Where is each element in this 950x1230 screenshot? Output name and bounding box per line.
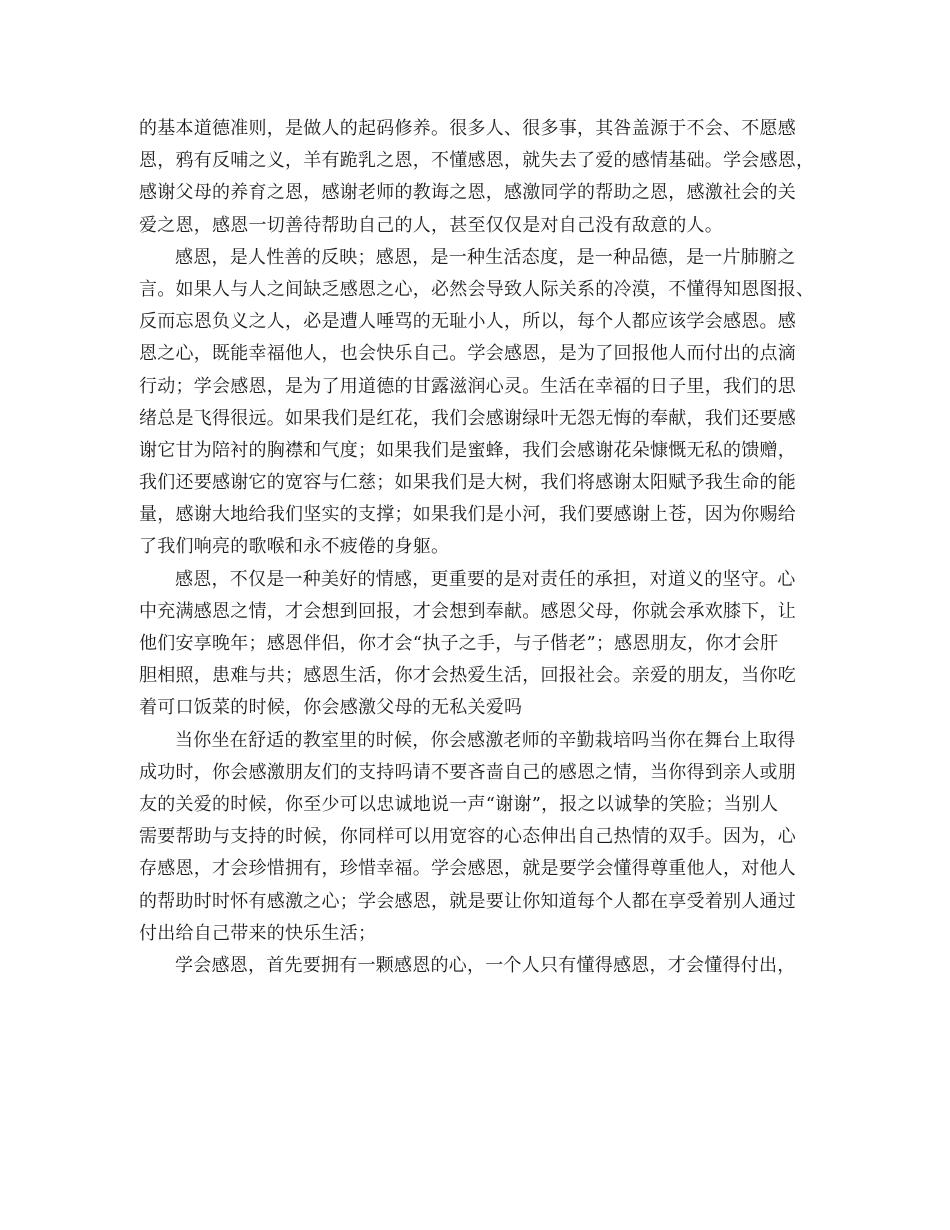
text-line: 行动；学会感恩，是为了用道德的甘露滋润心灵。生活在幸福的日子里，我们的思 [139, 375, 796, 397]
text-line: 言。如果人与人之间缺乏感恩之心，必然会导致人际关系的冷漠，不懂得知恩图报、 [139, 278, 815, 300]
paragraph-first-line: 当你坐在舒适的教室里的时候，你会感激老师的辛勤栽培吗当你在舞台上取得 [175, 729, 796, 751]
text-line: 爱之恩，感恩一切善待帮助自己的人，甚至仅仅是对自己没有敌意的人。 [139, 214, 723, 236]
text-line: 量，感谢大地给我们坚实的支撑；如果我们是小河，我们要感谢上苍，因为你赐给 [139, 504, 796, 526]
text-line: 反而忘恩负义之人，必是遭人唾骂的无耻小人，所以，每个人都应该学会感恩。感 [139, 311, 796, 333]
paragraph-first-line: 感恩，不仅是一种美好的情感，更重要的是对责任的承担，对道义的坚守。心 [175, 568, 796, 590]
body-text [139, 113, 815, 982]
text-line: 了我们响亮的歌喉和永不疲倦的身躯。 [139, 536, 450, 558]
text-line: 着可口饭菜的时候，你会感激父母的无私关爱吗 [139, 697, 523, 719]
paragraph-first-line: 学会感恩，首先要拥有一颗感恩的心，一个人只有懂得感恩，才会懂得付出， [175, 954, 796, 976]
text-line: 存感恩，才会珍惜拥有，珍惜幸福。学会感恩，就是要学会懂得尊重他人，对他人 [139, 858, 796, 880]
text-line: 胆相照，患难与共；感恩生活，你才会热爱生活，回报社会。亲爱的朋友，当你吃 [139, 665, 796, 687]
text-line: 需要帮助与支持的时候，你同样可以用宽容的心态伸出自己热情的双手。因为，心 [139, 826, 796, 848]
text-line: 他们安享晚年；感恩伴侣，你才会“执子之手，与子偕老”；感恩朋友，你才会肝 [139, 633, 779, 654]
text-line: 友的关爱的时候，你至少可以忠诚地说一声“谢谢”，报之以诚挚的笑脸；当别人 [139, 793, 779, 815]
text-line: 恩之心，既能幸福他人，也会快乐自己。学会感恩，是为了回报他人而付出的点滴 [139, 343, 796, 365]
text-line: 感谢父母的养育之恩，感谢老师的教诲之恩，感激同学的帮助之恩，感激社会的关 [139, 182, 796, 204]
text-line: 绪总是飞得很远。如果我们是红花，我们会感谢绿叶无怨无悔的奉献，我们还要感 [139, 407, 796, 429]
text-line: 的基本道德准则，是做人的起码修养。很多人、很多事，其咎盖源于不会、不愿感 [139, 118, 796, 139]
text-line: 付出给自己带来的快乐生活； [139, 922, 377, 944]
text-line: 的帮助时时怀有感激之心；学会感恩，就是要让你知道每个人都在享受着别人通过 [139, 890, 796, 912]
text-line: 我们还要感谢它的宽容与仁慈；如果我们是大树，我们将感谢太阳赋予我生命的能 [139, 472, 796, 494]
text-line: 中充满感恩之情，才会想到回报，才会想到奉献。感恩父母，你就会承欢膝下，让 [139, 600, 796, 622]
paragraph-first-line: 感恩，是人性善的反映；感恩，是一种生活态度，是一种品德，是一片肺腑之 [175, 246, 796, 268]
text-line: 恩，鸦有反哺之义，羊有跪乳之恩，不懂感恩，就失去了爱的感情基础。学会感恩， [139, 150, 815, 172]
text-line: 成功时，你会感激朋友们的支持吗请不要吝啬自己的感恩之情，当你得到亲人或朋 [139, 761, 796, 783]
text-line: 谢它甘为陪衬的胸襟和气度；如果我们是蜜蜂，我们会感谢花朵慷慨无私的馈赠， [139, 439, 796, 461]
